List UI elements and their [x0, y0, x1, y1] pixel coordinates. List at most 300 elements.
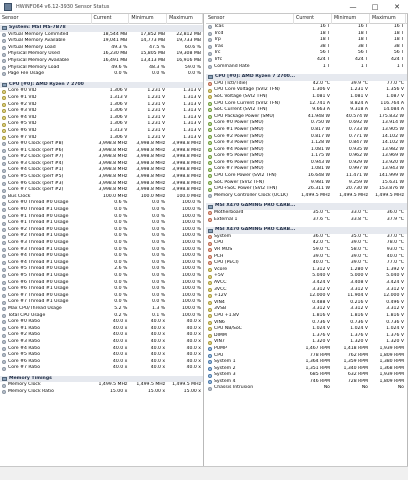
minimum-value: 1.231 V: [147, 134, 166, 140]
sensor-row[interactable]: [0, 339, 203, 346]
sensor-row[interactable]: [0, 45, 203, 52]
sensor-row[interactable]: [206, 247, 407, 254]
sensor-name: Core #6 Ratio: [8, 358, 41, 364]
current-value: 3.312 V: [312, 286, 330, 292]
maximum-value: 40.0 x: [186, 365, 201, 371]
sensor-row[interactable]: [206, 147, 407, 154]
minimum-value: 5.000 V: [350, 273, 368, 279]
sensor-row[interactable]: [206, 186, 407, 193]
maximum-value: 77.0 °C: [386, 260, 404, 266]
sensor-row[interactable]: [0, 253, 203, 260]
minimum-value: 56 T: [357, 50, 368, 56]
sensor-row[interactable]: [206, 94, 407, 101]
current-value: 40.0 x: [112, 365, 128, 371]
maximize-button[interactable]: □: [371, 2, 379, 11]
sensor-name-cell: [0, 121, 92, 128]
sensor-row[interactable]: [206, 180, 407, 187]
sensor-name: CPU +1.8V: [214, 312, 240, 318]
sensor-row[interactable]: [0, 161, 203, 168]
sensor-row[interactable]: [206, 300, 407, 307]
maximum-value: 100.0 %: [182, 220, 201, 226]
current-value: 3,998.8 MHz: [98, 141, 128, 147]
sensor-name: CPU: [214, 352, 224, 358]
sensor-row[interactable]: [206, 320, 407, 327]
column-header-minimum[interactable]: Minimum: [129, 14, 167, 24]
sensor-name-cell: [0, 293, 92, 300]
sensor-row[interactable]: [0, 121, 203, 128]
sensor-name: System 1: [214, 359, 236, 365]
sensor-group-header[interactable]: [206, 203, 407, 210]
volt-icon: [208, 334, 212, 338]
sensor-name-cell: [0, 148, 92, 155]
temp-icon: [208, 261, 212, 265]
maximum-value: 0.0 %: [187, 71, 201, 77]
sensor-row[interactable]: [206, 306, 407, 313]
sensor-name: +12V: [214, 293, 227, 299]
sensor-row[interactable]: [206, 101, 407, 108]
current-value: 0.0 %: [114, 286, 128, 292]
sensor-row[interactable]: [0, 306, 203, 313]
current-value: 0.6 %: [114, 200, 128, 206]
minimum-value: 1,418 RPM: [343, 345, 368, 351]
sensor-row[interactable]: [0, 319, 203, 326]
fan-icon: [208, 354, 212, 358]
sensor-row[interactable]: [0, 148, 203, 155]
sensor-pane-left[interactable]: [0, 14, 204, 466]
maximum-value: 100.0 MHz: [176, 193, 201, 199]
maximum-value: 1,499.5 MHz: [172, 382, 201, 388]
sensor-row[interactable]: [0, 194, 203, 201]
sensor-row[interactable]: [206, 366, 407, 373]
sensor-name-cell: [206, 260, 294, 267]
sensor-row[interactable]: [206, 385, 407, 392]
sensor-name-cell: [206, 326, 294, 333]
gauge-icon: [2, 320, 6, 324]
sensor-row[interactable]: [206, 359, 407, 366]
maximum-value: 36.0 °C: [386, 210, 404, 216]
sensor-name: Core #7 Thread #0 Usage: [8, 292, 69, 298]
sensor-row[interactable]: [0, 227, 203, 234]
column-header-current[interactable]: Current: [92, 14, 130, 24]
gauge-icon: [2, 169, 6, 173]
sensor-name: Core #0 Power (SMU): [214, 120, 264, 126]
maximum-value: 40.0 °C: [386, 253, 404, 259]
gauge-icon: [2, 384, 6, 388]
gauge-icon: [2, 254, 6, 258]
sensor-name-cell: [0, 38, 92, 45]
column-header-minimum[interactable]: Minimum: [332, 14, 370, 24]
sensor-row[interactable]: [0, 266, 203, 273]
current-value: 1.816 V: [312, 312, 330, 318]
minimum-value: 0.771 W: [348, 133, 368, 139]
sensor-row[interactable]: [206, 50, 407, 57]
minimum-value: 0.0 %: [152, 213, 166, 219]
maximum-value: 100.0 %: [182, 305, 201, 311]
maximum-value: 37.9 °C: [386, 216, 404, 222]
sensor-name-cell: [0, 174, 92, 181]
sensor-row[interactable]: [0, 313, 203, 320]
sensor-name: Core #7 Power (SMU): [214, 166, 264, 172]
gauge-icon: [2, 268, 6, 272]
sensor-name: Physical Memory Used: [8, 51, 60, 57]
minimum-value: 3,998.8 MHz: [136, 187, 166, 193]
current-value: 38 T: [319, 43, 330, 49]
sensor-row[interactable]: [0, 352, 203, 359]
sensor-group-header[interactable]: [0, 82, 203, 89]
maximum-value: 5.040 V: [386, 273, 404, 279]
sensor-row[interactable]: [206, 313, 407, 320]
sensor-row[interactable]: [206, 293, 407, 300]
current-value: 0.0 %: [114, 259, 128, 265]
minimum-value: 0.0 %: [152, 226, 166, 232]
power-icon: [208, 181, 212, 185]
gauge-icon: [2, 241, 6, 245]
temp-icon: [208, 82, 212, 86]
sensor-row[interactable]: [0, 293, 203, 300]
sensor-name-cell: [206, 273, 294, 280]
current-value: 0.488 V: [312, 299, 330, 305]
sensor-name: PUMP: [214, 345, 227, 351]
sensor-row[interactable]: [0, 181, 203, 188]
sensor-name-cell: [206, 217, 294, 224]
title-bar: [0, 0, 408, 14]
current-value: 746 RPM: [309, 378, 330, 384]
sensor-name-cell: [0, 227, 92, 234]
current-value: 3,998.8 MHz: [98, 154, 128, 160]
sensor-row[interactable]: [206, 120, 407, 127]
sensor-name-cell: [0, 161, 92, 168]
gauge-icon: [2, 248, 6, 252]
sensor-row[interactable]: [206, 193, 407, 200]
sensor-row[interactable]: [0, 187, 203, 194]
minimum-value: 18 T: [357, 37, 368, 43]
current-value: 12.000 V: [309, 293, 330, 299]
sensor-name: 3VCC: [214, 286, 227, 292]
current-value: 39.0 °C: [312, 253, 330, 259]
minimum-value: 1.231 V: [147, 108, 166, 114]
sensor-row[interactable]: [206, 160, 407, 167]
sensor-name: Core #0 Clock (perf #8): [8, 141, 64, 147]
sensor-name-cell: [206, 140, 294, 147]
sensor-name: Core #3 Clock (perf #4): [8, 160, 64, 166]
minimum-value: 40.0 x: [150, 352, 166, 358]
maximum-value: 13.920 W: [381, 159, 404, 165]
sensor-row[interactable]: [206, 273, 407, 280]
sensor-row[interactable]: [206, 31, 407, 38]
maximum-value: 56 T: [393, 50, 404, 56]
column-header-sensor[interactable]: Sensor: [206, 14, 294, 24]
maximum-value: 1.024 V: [386, 326, 404, 332]
current-value: 40.0 x: [112, 332, 128, 338]
maximum-value: 40.0 x: [186, 352, 201, 358]
sensor-row[interactable]: [0, 200, 203, 207]
maximum-value: 100.0 %: [182, 286, 201, 292]
maximum-value: 3.312 V: [386, 306, 404, 312]
column-header-current[interactable]: Current: [294, 14, 332, 24]
sensor-row[interactable]: [0, 108, 203, 115]
sensor-name: Physical Memory Available: [8, 57, 70, 63]
sensor-group-header[interactable]: [206, 227, 407, 234]
gauge-icon: [2, 156, 6, 160]
minimum-value: 39.0 °C: [350, 260, 368, 266]
maximum-value: 1.313 V: [183, 134, 201, 140]
sensor-row[interactable]: [206, 333, 407, 340]
sensor-row[interactable]: [206, 37, 407, 44]
sensor-row[interactable]: [0, 207, 203, 214]
minimum-value: 424 T: [354, 56, 368, 62]
sensor-row[interactable]: [0, 286, 203, 293]
gauge-icon: [208, 25, 212, 29]
minimum-value: 0.0 %: [152, 240, 166, 245]
minimum-value: 33.0 °C: [350, 210, 368, 216]
sensor-row[interactable]: [206, 134, 407, 141]
sensor-name-cell: [206, 333, 294, 340]
column-header-maximum[interactable]: Maximum: [370, 14, 406, 24]
current-value: 0.0 %: [114, 240, 128, 245]
minimum-value: 3.408 V: [350, 279, 368, 285]
maximum-value: 1.313 V: [183, 108, 201, 114]
sensor-row[interactable]: [206, 140, 407, 147]
current-value: 0.0 %: [114, 253, 128, 259]
sensor-row[interactable]: [206, 372, 407, 379]
current-value: 1.306 V: [109, 114, 128, 120]
sensor-row[interactable]: [0, 382, 203, 389]
current-value: 59.0 °C: [312, 247, 330, 252]
sensor-name: Total CPU Usage: [8, 312, 46, 318]
minimum-value: 13,413 MB: [140, 57, 166, 63]
sensor-name-cell: [206, 313, 294, 320]
sensor-row[interactable]: [0, 102, 203, 109]
maximum-value: 13.969 W: [381, 153, 404, 159]
sensor-row[interactable]: [206, 287, 407, 294]
sensor-name: Core #0 Thread #0 Usage: [8, 200, 69, 206]
fan-icon: [208, 380, 212, 384]
sensor-row[interactable]: [0, 220, 203, 227]
current-value: 37.6 °C: [312, 216, 330, 222]
sensor-row[interactable]: [206, 173, 407, 180]
power-icon: [208, 155, 212, 159]
minimum-value: 33.8 °C: [350, 216, 368, 222]
sensor-row[interactable]: [206, 326, 407, 333]
fan-icon: [208, 374, 212, 378]
minimum-value: 1.024 V: [350, 326, 368, 332]
minimum-value: 0.0 %: [152, 286, 166, 292]
sensor-row[interactable]: [206, 267, 407, 274]
minimum-value: 3,998.8 MHz: [136, 160, 166, 166]
sensor-row[interactable]: [0, 135, 203, 142]
gauge-icon: [208, 65, 212, 69]
current-value: No: [323, 385, 330, 391]
maximum-value: 175.832 W: [379, 113, 404, 119]
gauge-icon: [2, 334, 6, 338]
sensor-name-cell: [206, 293, 294, 300]
sensor-row[interactable]: [0, 326, 203, 333]
sensor-row[interactable]: [206, 254, 407, 261]
maximum-value: 18 T: [393, 37, 404, 43]
sensor-row[interactable]: [0, 88, 203, 95]
sensor-name: Core #1 Ratio: [8, 325, 41, 331]
column-header-maximum[interactable]: Maximum: [167, 14, 203, 24]
minimum-value: 1.3 %: [152, 305, 166, 311]
maximum-value: 100.0 %: [182, 207, 201, 213]
sensor-row[interactable]: [0, 346, 203, 353]
current-value: 3,998.8 MHz: [98, 180, 128, 186]
sensor-row[interactable]: [0, 260, 203, 267]
sensor-row[interactable]: [0, 214, 203, 221]
sensor-name: CPU Core Voltage (SVI2 TFN): [214, 87, 280, 93]
current-value: 100.0 MHz: [102, 193, 128, 199]
sensor-row[interactable]: [206, 127, 407, 134]
sensor-row[interactable]: [0, 240, 203, 247]
minimum-value: 1,340 RPM: [343, 365, 368, 371]
minimum-value: 15,805 MB: [140, 51, 166, 57]
sensor-row[interactable]: [206, 346, 407, 353]
sensor-row[interactable]: [0, 280, 203, 287]
sensor-row[interactable]: [0, 32, 203, 39]
sensor-name: System 2: [214, 365, 236, 371]
sensor-row[interactable]: [0, 233, 203, 240]
power-icon: [208, 141, 212, 145]
sensor-row[interactable]: [0, 115, 203, 122]
gauge-icon: [208, 194, 212, 198]
sensor-row[interactable]: [206, 44, 407, 51]
sensor-name: Core #5 Thread #1 Usage: [8, 272, 69, 278]
sensor-name: Tras: [214, 43, 224, 49]
current-value: 16,491 MB: [102, 57, 128, 63]
sensor-row[interactable]: [206, 260, 407, 267]
temp-icon: [208, 211, 212, 215]
sensor-row[interactable]: [206, 234, 407, 241]
sensor-pane-right[interactable]: [206, 14, 408, 466]
maximum-value: 100.0 %: [182, 312, 201, 318]
sensor-group-header[interactable]: [206, 74, 407, 81]
sensor-row[interactable]: [206, 280, 407, 287]
minimum-value: 1.376 V: [350, 332, 368, 338]
sensor-row[interactable]: [0, 389, 203, 396]
sensor-row[interactable]: [206, 114, 407, 121]
maximum-value: 1.356 V: [386, 87, 404, 93]
sensor-name-cell: [0, 253, 92, 260]
sensor-name: CPU (PECI): [214, 260, 239, 266]
power-icon: [208, 102, 212, 106]
sensor-row[interactable]: [0, 154, 203, 161]
gauge-icon: [208, 32, 212, 36]
sensor-row[interactable]: [0, 332, 203, 339]
sensor-name: Core #0 Ratio: [8, 319, 41, 325]
sensor-row[interactable]: [0, 65, 203, 72]
sensor-row[interactable]: [0, 141, 203, 148]
sensor-row[interactable]: [206, 57, 407, 64]
sensor-row[interactable]: [206, 217, 407, 224]
sensor-name: Core #3 Thread #1 Usage: [8, 246, 69, 252]
close-button[interactable]: ✕: [394, 2, 400, 11]
gauge-icon: [2, 66, 6, 70]
sensor-name-cell: [0, 65, 92, 72]
sensor-row[interactable]: [0, 167, 203, 174]
maximum-value: 40.0 x: [186, 345, 201, 351]
sensor-row[interactable]: [0, 299, 203, 306]
sensor-name: Core #3 Power (SMU): [214, 140, 264, 146]
minimum-value: 40.0 x: [150, 319, 166, 325]
current-value: 1.175 W: [310, 153, 330, 159]
minimum-value: 14,773 MB: [140, 38, 166, 44]
fan-icon: [208, 360, 212, 364]
maximum-value: No: [397, 385, 404, 391]
maximum-value: 16 T: [393, 24, 404, 29]
volt-icon: [2, 96, 6, 100]
sensor-row[interactable]: [0, 365, 203, 372]
sensor-name: VIN7: [214, 339, 225, 345]
power-icon: [208, 161, 212, 165]
sensor-row[interactable]: [206, 240, 407, 247]
sensor-row[interactable]: [0, 51, 203, 58]
sensor-row[interactable]: [0, 38, 203, 45]
current-value: 3,998.8 MHz: [98, 174, 128, 180]
volt-icon: [2, 109, 6, 113]
sensor-row[interactable]: [0, 58, 203, 65]
sensor-row[interactable]: [206, 379, 407, 386]
minimum-value: 0.733 W: [348, 126, 368, 132]
sensor-group-header[interactable]: [0, 25, 203, 32]
maximum-value: 3,998.8 MHz: [172, 187, 201, 193]
sensor-row[interactable]: [206, 353, 407, 360]
sensor-row[interactable]: [0, 273, 203, 280]
volt-icon: [2, 116, 6, 120]
column-header-sensor[interactable]: Sensor: [0, 14, 92, 24]
sensor-row[interactable]: [0, 71, 203, 78]
sensor-name-cell: [0, 102, 92, 109]
sensor-name: Bus Clock: [8, 193, 31, 199]
sensor-name-cell: [206, 287, 294, 294]
sensor-row[interactable]: [206, 153, 407, 160]
sensor-row[interactable]: [0, 247, 203, 254]
current-value: 1.024 V: [312, 326, 330, 332]
sensor-name-cell: [0, 382, 92, 389]
hwinfo-app-icon: [4, 3, 12, 11]
sensor-row[interactable]: [206, 81, 407, 88]
sensor-name-cell: [0, 220, 92, 227]
minimum-value: 0.0 %: [152, 292, 166, 298]
sensor-row[interactable]: [206, 64, 407, 71]
sensor-row[interactable]: [0, 128, 203, 135]
maximum-value: 100.0 %: [182, 272, 201, 278]
sensor-name: Core #2 Thread #0 Usage: [8, 226, 69, 232]
maximum-value: 1.313 V: [183, 94, 201, 100]
minimize-button[interactable]: —: [349, 2, 357, 11]
fan-icon: [208, 347, 212, 351]
current-value: 3,998.8 MHz: [98, 160, 128, 166]
volt-icon: [208, 95, 212, 99]
sensor-row[interactable]: [206, 166, 407, 173]
sensor-row[interactable]: [0, 95, 203, 102]
sensor-name: Core #3 VID: [8, 108, 37, 114]
sensor-group-header[interactable]: [0, 376, 203, 383]
sensor-row[interactable]: [206, 107, 407, 114]
sensor-row[interactable]: [206, 24, 407, 31]
sensor-row[interactable]: [0, 174, 203, 181]
minimum-value: 8.824 A: [350, 100, 368, 106]
sensor-name-cell: [0, 313, 92, 320]
sensor-row[interactable]: [0, 359, 203, 366]
sensor-row[interactable]: [206, 210, 407, 217]
maximum-value: 100.0 %: [182, 279, 201, 285]
sensor-row[interactable]: [206, 339, 407, 346]
sensor-name-cell: [206, 57, 294, 64]
current-value: 49.6 %: [111, 64, 128, 70]
minimum-value: 38 T: [357, 43, 368, 49]
sensor-name: Core #1 Thread #1 Usage: [8, 220, 69, 226]
sensor-row[interactable]: [206, 87, 407, 94]
